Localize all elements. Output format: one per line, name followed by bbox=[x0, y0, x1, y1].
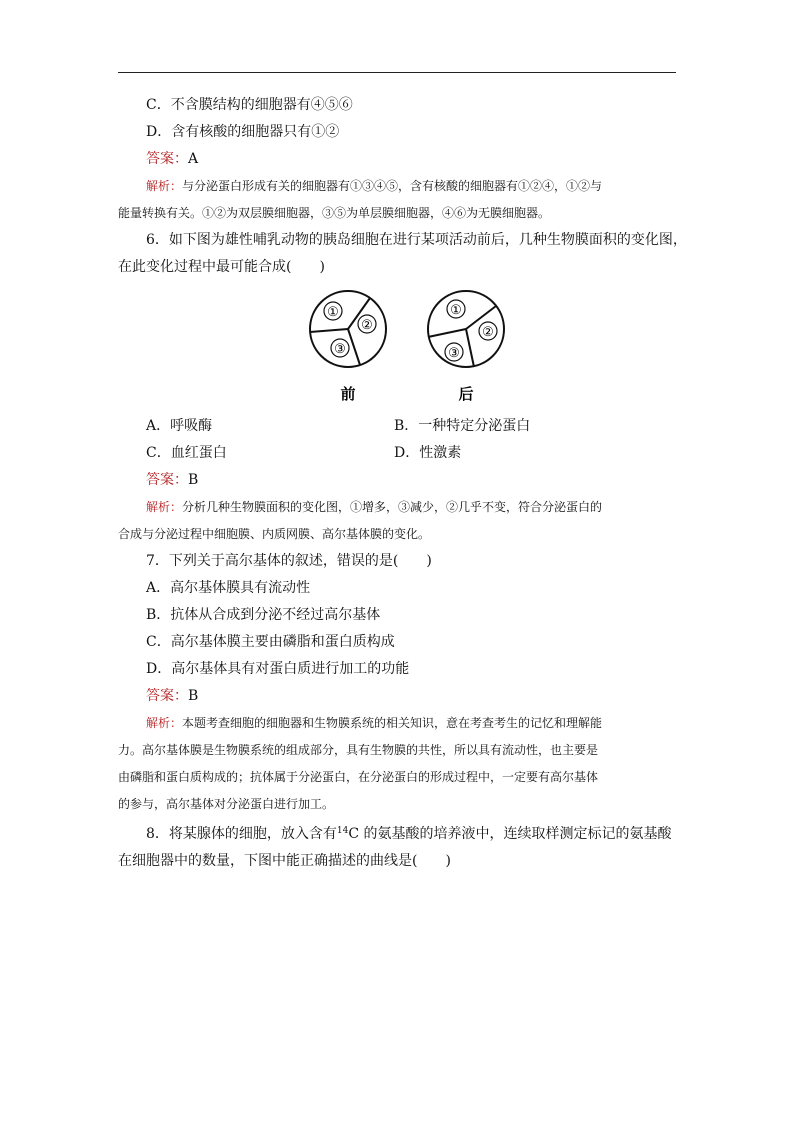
answer-value: A bbox=[188, 151, 199, 167]
q6-option-a: A．呼吸酶 bbox=[146, 418, 213, 434]
answer-label: 答案： bbox=[146, 472, 188, 488]
membrane-pie-diagram bbox=[308, 289, 508, 407]
q7-option-b: B．抗体从合成到分泌不经过高尔基体 bbox=[146, 607, 381, 623]
explanation-line: 本题考查细胞的细胞器和生物膜系统的相关知识，意在考查考生的记忆和理解能 bbox=[182, 716, 603, 730]
q5-explanation bbox=[118, 173, 676, 227]
pie-before-mark-1: ① bbox=[327, 305, 339, 320]
q6-option-d: D．性激素 bbox=[394, 445, 462, 461]
header-rule bbox=[118, 72, 676, 73]
answer-label: 答案： bbox=[146, 688, 188, 704]
explanation-line: 由磷脂和蛋白质构成的；抗体属于分泌蛋白，在分泌蛋白的形成过程中，一定要有高尔基体 bbox=[118, 770, 599, 784]
label-after: 后 bbox=[458, 385, 474, 403]
explanation-label: 解析： bbox=[146, 716, 183, 730]
q6-options-row-2 bbox=[118, 440, 676, 467]
q7-option-d: D．高尔基体具有对蛋白质进行加工的功能 bbox=[146, 661, 410, 677]
explanation-line: 与分泌蛋白形成有关的细胞器有①③④⑤，含有核酸的细胞器有①②④，①②与 bbox=[182, 179, 603, 193]
q7-option-a: A．高尔基体膜具有流动性 bbox=[146, 580, 311, 596]
pie-after-mark-3: ③ bbox=[448, 346, 460, 361]
q7-answer bbox=[118, 683, 676, 710]
explanation-line: 的参与，高尔基体对分泌蛋白进行加工。 bbox=[118, 797, 335, 811]
label-before: 前 bbox=[340, 385, 356, 403]
q7-stem: 7．下列关于高尔基体的叙述，错误的是( ) bbox=[146, 553, 432, 569]
explanation-line: 能量转换有关。①②为双层膜细胞器，③⑤为单层膜细胞器，④⑥为无膜细胞器。 bbox=[118, 206, 551, 220]
answer-value: B bbox=[188, 688, 199, 704]
question-line bbox=[118, 818, 676, 848]
explanation-label: 解析： bbox=[146, 500, 183, 514]
explanation-label: 解析： bbox=[146, 179, 183, 193]
q7-option-c: C．高尔基体膜主要由磷脂和蛋白质构成 bbox=[146, 634, 395, 650]
question-line: 在细胞器中的数量，下图中能正确描述的曲线是( ) bbox=[118, 853, 451, 869]
q7-explanation bbox=[118, 710, 676, 818]
answer-value: B bbox=[188, 472, 199, 488]
page-content bbox=[118, 92, 687, 875]
q5-option-d: D．含有核酸的细胞器只有①② bbox=[146, 124, 340, 140]
pie-before-mark-3: ③ bbox=[334, 342, 346, 357]
explanation-line: 力。高尔基体膜是生物膜系统的组成部分，具有生物膜的共性，所以具有流动性，也主要是 bbox=[118, 743, 599, 757]
q6-explanation bbox=[118, 494, 676, 548]
pie-before bbox=[310, 291, 386, 367]
q6-option-b: B．一种特定分泌蛋白 bbox=[394, 418, 531, 434]
pie-before-mark-2: ② bbox=[361, 318, 373, 333]
q8-stem-pre: 8．将某腺体的细胞，放入含有 bbox=[146, 826, 337, 842]
q6-stem bbox=[118, 227, 687, 281]
q5-option-c: C．不含膜结构的细胞器有④⑤⑥ bbox=[146, 97, 353, 113]
q6-answer bbox=[118, 467, 676, 494]
pie-after bbox=[428, 291, 504, 367]
membrane-area-figure bbox=[118, 289, 676, 409]
question-line: 6．如下图为雄性哺乳动物的胰岛细胞在进行某项活动前后，几种生物膜面积的变化图， bbox=[146, 232, 687, 248]
q8-stem bbox=[118, 818, 676, 875]
question-line: 在此变化过程中最可能合成( ) bbox=[118, 259, 325, 275]
pie-after-mark-1: ① bbox=[450, 303, 462, 318]
q8-stem-post: C 的氨基酸的培养液中，连续取样测定标记的氨基酸 bbox=[348, 826, 672, 842]
explanation-line: 合成与分泌过程中细胞膜、内质网膜、高尔基体膜的变化。 bbox=[118, 527, 431, 541]
q5-answer bbox=[118, 146, 676, 173]
answer-label: 答案： bbox=[146, 151, 188, 167]
explanation-line: 分析几种生物膜面积的变化图，①增多，③减少，②几乎不变，符合分泌蛋白的 bbox=[182, 500, 603, 514]
q6-options-row-1 bbox=[118, 413, 676, 440]
q8-isotope-superscript: 14 bbox=[336, 826, 349, 836]
pie-after-mark-2: ② bbox=[482, 325, 494, 340]
q6-option-c: C．血红蛋白 bbox=[146, 445, 227, 461]
